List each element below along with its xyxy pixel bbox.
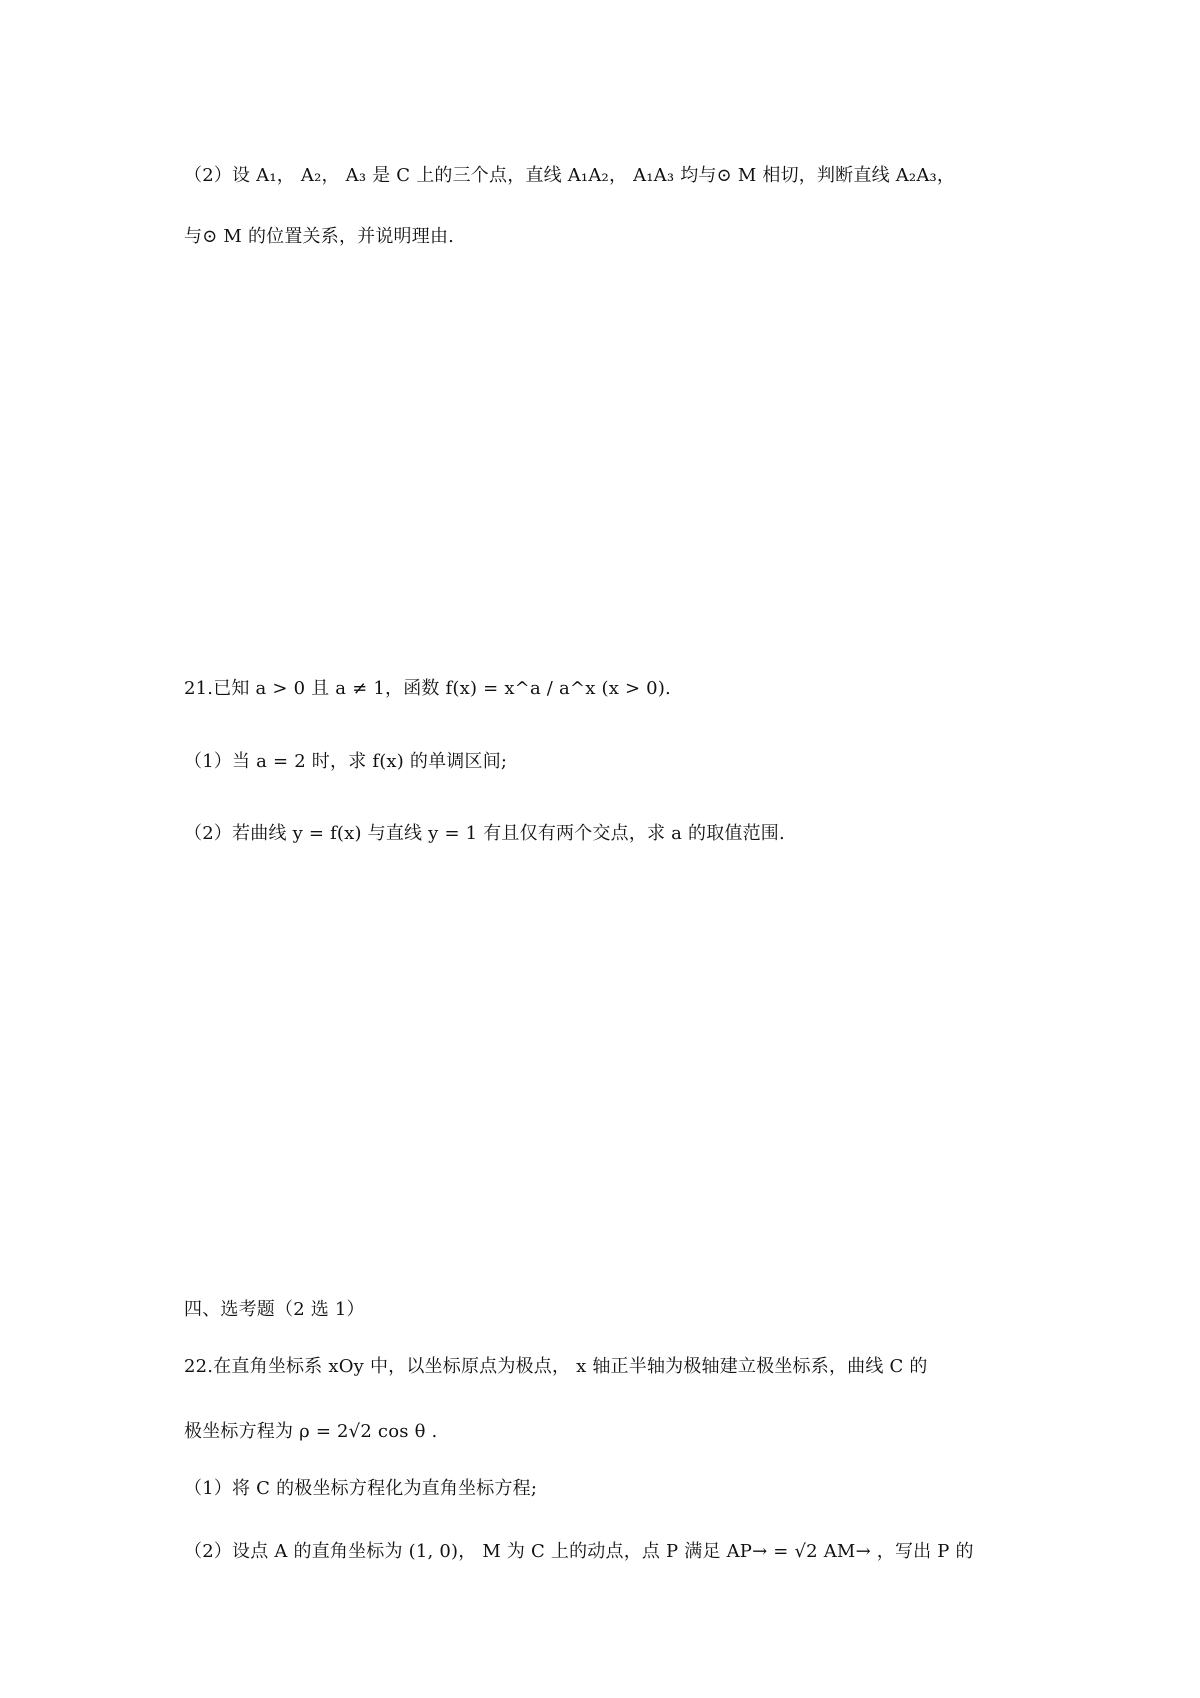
section-four-title: 四、选考题（2 选 1） [184,1299,365,1320]
q21-stem: 21.已知 a > 0 且 a ≠ 1，函数 f(x) = x^a / a^x (x > 0). [184,678,671,699]
q22-part1: （1）将 C 的极坐标方程化为直角坐标方程; [184,1478,538,1499]
q21-part2: （2）若曲线 y = f(x) 与直线 y = 1 有且仅有两个交点，求 a 的取值范围. [184,823,785,844]
q22-part2: （2）设点 A 的直角坐标为 (1, 0)， M 为 C 上的动点，点 P 满足 AP→ = √2 AM→ ，写出 P 的 [184,1541,974,1562]
q20-part2-line1: （2）设 A₁， A₂， A₃ 是 C 上的三个点，直线 A₁A₂， A₁A₃ 均与⊙ M 相切，判断直线 A₂A₃， [184,165,956,186]
q20-part2-line2: 与⊙ M 的位置关系，并说明理由. [184,226,455,247]
q22-stem-line2: 极坐标方程为 ρ = 2√2 cos θ . [184,1421,438,1442]
q22-stem-line1: 22.在直角坐标系 xOy 中，以坐标原点为极点， x 轴正半轴为极轴建立极坐标系，曲线 C 的 [184,1356,928,1377]
q21-part1: （1）当 a = 2 时，求 f(x) 的单调区间; [184,751,508,772]
